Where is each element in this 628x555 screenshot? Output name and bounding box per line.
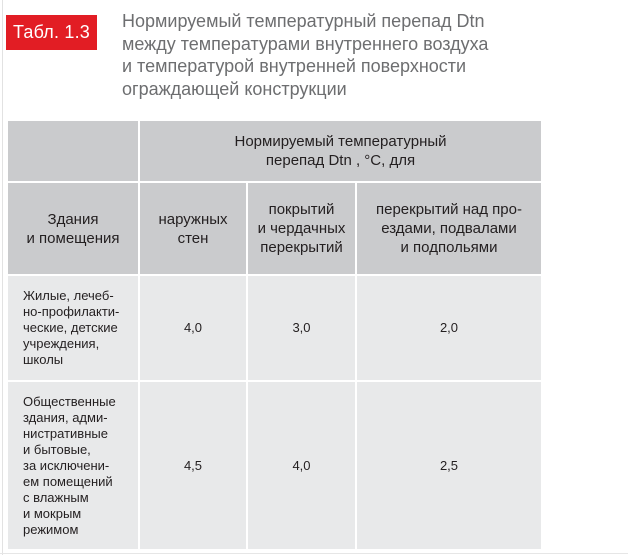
page-bottom-rule <box>0 553 628 554</box>
header-buildings: Здания и помещения <box>8 183 138 274</box>
table-row-2-building: Общественные здания, адми- нистративные и бытовые, за исключени- ем помещений с влажным и мокрым режимом <box>8 382 138 549</box>
table-row-1-walls: 4,0 <box>140 276 246 380</box>
header-empty-corner <box>8 121 138 181</box>
header-group-title: Нормируемый температурный перепад Dtn , °С, для <box>140 121 541 181</box>
table-number-badge: Табл. 1.3 <box>6 15 97 50</box>
header-floors-over-passages: перекрытий над про- ездами, подвалами и подпольями <box>357 183 541 274</box>
table-row-2-floors: 2,5 <box>357 382 541 549</box>
table-row-1-building: Жилые, лечеб- но-профилакти- ческие, детские учреждения, школы <box>8 276 138 380</box>
table-row-1-roofs: 3,0 <box>248 276 355 380</box>
page-left-rule <box>2 0 3 555</box>
table-row-2-walls: 4,5 <box>140 382 246 549</box>
table-row-1-floors: 2,0 <box>357 276 541 380</box>
table-row-2-roofs: 4,0 <box>248 382 355 549</box>
table-caption: Нормируемый температурный перепад Dtn между температурами внутреннего воздуха и температурой внутренней поверхности ограждающей конструкции <box>122 11 489 99</box>
temperature-difference-table <box>8 121 541 549</box>
header-roofs-attics: покрытий и чердачных перекрытий <box>248 183 355 274</box>
header-external-walls: наружных стен <box>140 183 246 274</box>
